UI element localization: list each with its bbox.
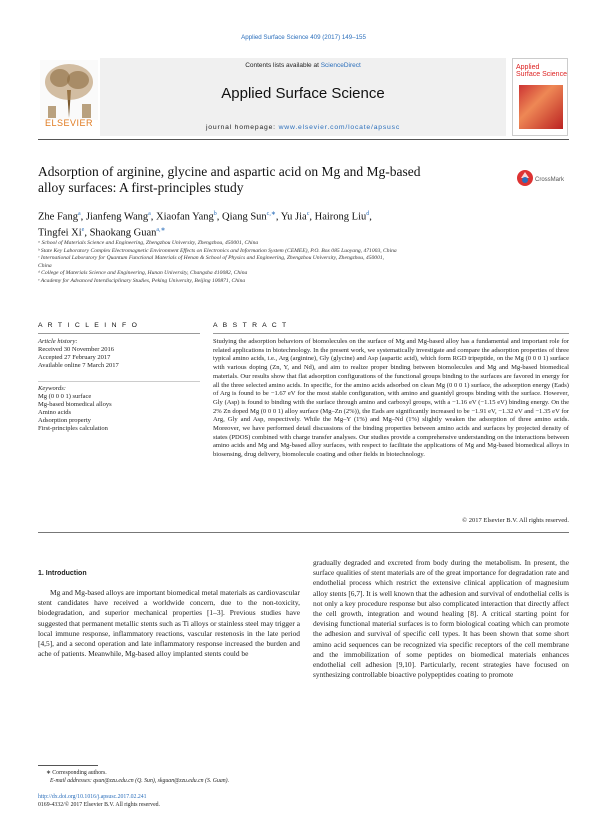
abstract-heading: A B S T R A C T — [213, 322, 288, 329]
homepage-link[interactable]: www.elsevier.com/locate/apsusc — [278, 124, 401, 131]
history-list — [38, 346, 200, 370]
author-affiliation-mark[interactable]: c,∗ — [266, 211, 276, 217]
author-name: Yu Jia — [280, 211, 307, 223]
history-item: Available online 7 March 2017 — [38, 362, 119, 369]
affiliation-line: ᵈ College of Materials Science and Engineering, Hunan University, Changsha 410082, China — [38, 270, 248, 277]
footnote-rule — [38, 765, 98, 766]
author-name: Shaokang Guan — [89, 227, 157, 238]
article-info-heading: A R T I C L E I N F O — [38, 322, 139, 329]
article-info-divider — [38, 381, 200, 382]
keyword-item: Mg (0 0 0 1) surface — [38, 393, 92, 400]
elsevier-tree-logo — [40, 60, 98, 120]
keywords-block — [38, 385, 200, 433]
publisher-name: ELSEVIER — [44, 118, 94, 128]
keyword-item: First-principles calculation — [38, 425, 108, 432]
contents-line — [100, 62, 506, 69]
keyword-item: Amino acids — [38, 409, 72, 416]
article-info-rule — [38, 333, 200, 334]
affiliation-line: ᵃ School of Materials Science and Engineering, Zhengzhou University, Zhengzhou, 450001, China — [38, 240, 259, 246]
title-line-2: alloy surfaces: A first-principles study — [38, 180, 244, 195]
affiliations — [38, 240, 558, 286]
history-item: Received 30 November 2016 — [38, 346, 114, 353]
footnote — [38, 770, 308, 785]
author-name: Qiang Sun — [222, 211, 267, 223]
title-line-1: Adsorption of arginine, glycine and aspartic acid on Mg and Mg-based — [38, 164, 421, 179]
abstract-rule — [213, 333, 569, 334]
journal-homepage — [100, 124, 506, 131]
journal-reference[interactable]: Applied Surface Science 409 (2017) 149–155 — [241, 34, 366, 41]
cover-title-line1: Applied — [516, 64, 540, 71]
doi-block — [38, 794, 308, 809]
author-affiliation-mark[interactable]: b — [213, 211, 217, 217]
author-affiliation-mark[interactable]: a,∗ — [156, 226, 166, 233]
keyword-item: Mg-based biomedical alloys — [38, 401, 112, 408]
intro-right-column: gradually degraded and excreted from body during the metabolism. In present, the surface qualities of stent materials are of the great importance for degradation rate and endothelial process which restrict the extensive clinical application of magnesium alloy stents [6,7]. It is well known that the adhesion and survival of endothelial cells is not only a key procedure response but also complicated interaction that directly affect the cell growth, integration and wound healing [8]. A critical starting point for devising functional material surfaces is to form biological coating which can promote the adhesion and survival of specific cell types. It has been shown that some short amino acid sequences can be recognized via specific receptors of the cell membrane and the immobilization of some peptides on biomedical materials enhances endothelial cell adhesion [9,10]. Particularly, recent strategies have focused on synthesizing controllable bioactive polypeptides coating to promote — [313, 558, 569, 680]
journal-title: Applied Surface Science — [221, 85, 385, 102]
abstract-text: Studying the adsorption behaviors of biomolecules on the surface of Mg and Mg-based alloy has a fundamental and important role for related applications in biotechnology. In the present work, we systematically investigate and compare the adsorption properties of three typical amino acids, i.e., Arg (arginine), Gly (glycine) and Asp (aspartic acid), which form RGD tripeptide, on the Mg (0 0 0 1) surface with various doping (Zn, Y, and Nd), and aim to realize proper binding between biomolecules and Mg and Mg-based biomedical materials. Our results show that flat adsorption configurations of the functional groups binding to the surfaces are favored in energy for all the three selected amino acids. In specific, for the amino acids adsorbed on clean Mg (0 0 0 1) surface, the adsorption energy (Eads) of Arg is found to be −1.67 eV for the most stable configuration, with amino and guanidyl groups binding with the surface. However, Gly (Asp) is found to binding with the surface through amino and carboxyl groups, with a −1.16 eV (−1.15 eV) binding energy. On the 2% Zn doped Mg (0 0 0 1) alloy surface (Mg–Zn (2%)), the Eads are significantly increased to be −1.91 eV, −1.32 eV and −1.35 eV for Arg, Gly and Asp, respectively. While the Mg–Y (1%) and Mg–Nd (1%) slightly weaken the adsorption of three amino acids. Moreover, we have performed detail discussions of the binding properties between amino acids and surfaces by projected density of states (PDOS) combined with charge transfer analyses. Our studies provide a comprehensive understanding on the interactions between amino acids and Mg and Mg-based alloy surfaces, with respect to facilitate the applications of Mg and Mg-based biomedical alloys in biosensing, drug delivery, biomolecule coating and other fields in biotechnology. — [213, 338, 569, 459]
keyword-item: Adsorption property — [38, 417, 91, 424]
affiliation-line: ᵇ State Key Laboratory Complex Electromagnetic Environment Effects on Electronics and Information System (CEMEE), P.O. Box 085 Luoyang, 471003, China — [38, 247, 397, 254]
corresponding-note: ∗ Corresponding authors. — [46, 770, 107, 776]
abstract-copyright: © 2017 Elsevier B.V. All rights reserved. — [462, 517, 569, 524]
author-affiliation-mark[interactable]: c — [306, 211, 310, 217]
author-name: Tingfei Xi — [38, 227, 82, 238]
sciencedirect-link[interactable]: ScienceDirect — [320, 62, 361, 69]
author-name: Hairong Liu — [314, 211, 367, 223]
cover-title-line2: Surface Science — [516, 71, 567, 78]
keywords-label: Keywords: — [38, 385, 66, 392]
cover-title — [516, 64, 567, 78]
article-title — [38, 164, 498, 196]
affiliation-line: ᶜ International Laboratory for Quantum Functional Materials of Henan & School of Physics and Engineering, Zhengzhou University, Zhengzhou, 450001, — [38, 255, 385, 262]
history-item: Accepted 27 February 2017 — [38, 354, 111, 361]
journal-cover — [512, 58, 568, 136]
author-affiliation-mark[interactable]: a — [77, 211, 81, 217]
crossmark-icon[interactable] — [516, 168, 566, 188]
author-name: Jianfeng Wang — [85, 211, 149, 223]
homepage-prefix: journal homepage: — [205, 124, 279, 131]
section-title-introduction: 1. Introduction — [38, 570, 87, 577]
header-rule — [38, 139, 569, 140]
doi-link[interactable]: http://dx.doi.org/10.1016/j.apsusc.2017.02.241 — [38, 794, 147, 800]
article-history — [38, 338, 200, 370]
author-name: Zhe Fang — [38, 211, 78, 223]
affiliation-line: ᵉ Academy for Advanced Interdisciplinary Studies, Peking University, Beijing 100871, China — [38, 277, 246, 284]
affiliation-line: China — [38, 262, 52, 269]
author-name: Xiaofan Yang — [156, 211, 214, 223]
author-affiliation-mark[interactable]: d — [366, 211, 370, 217]
issn-line: 0169-4332/© 2017 Elsevier B.V. All rights reserved. — [38, 801, 160, 808]
keywords-list — [38, 393, 200, 433]
author-affiliation-mark[interactable]: a — [148, 211, 151, 217]
author-affiliation-mark[interactable]: e — [81, 226, 85, 233]
intro-left-column: Mg and Mg-based alloys are important biomedical metal materials as cardiovascular stent candidates have received a worldwide concern, due to the non-toxicity, biodegradation, and superior mechanical properties [1–3]. Previous studies have suggested that permanent metallic stents such as Ti alloys or stainless steel may trigger a local immune response, inflammatory reactions, vascular restenosis in the late period [4,5], and a second operation and late inflammatory response increased the burden and ache of patients. Meanwhile, Mg-based alloy implanted stents could be — [38, 588, 300, 659]
abstract-bottom-rule — [38, 532, 569, 533]
email-note: E-mail addresses: qsun@zzu.edu.cn (Q. Sun), skguan@zzu.edu.cn (S. Guan). — [50, 777, 230, 784]
svg-text:CrossMark: CrossMark — [535, 177, 565, 183]
contents-prefix: Contents lists available at — [245, 62, 321, 69]
cover-image — [519, 85, 563, 129]
history-label: Article history: — [38, 338, 78, 345]
author-list: Zhe Fang$^a$, Jianfeng Wang$^a$, Xiaofan Yang$^b$, Qiang Sun$^{c,∗}$, Yu Jia$^c$, Hairong Liu$^d$, Tingfei Xi$^e$, Shaokang Guan$^{a,∗}$ — [38, 211, 372, 238]
